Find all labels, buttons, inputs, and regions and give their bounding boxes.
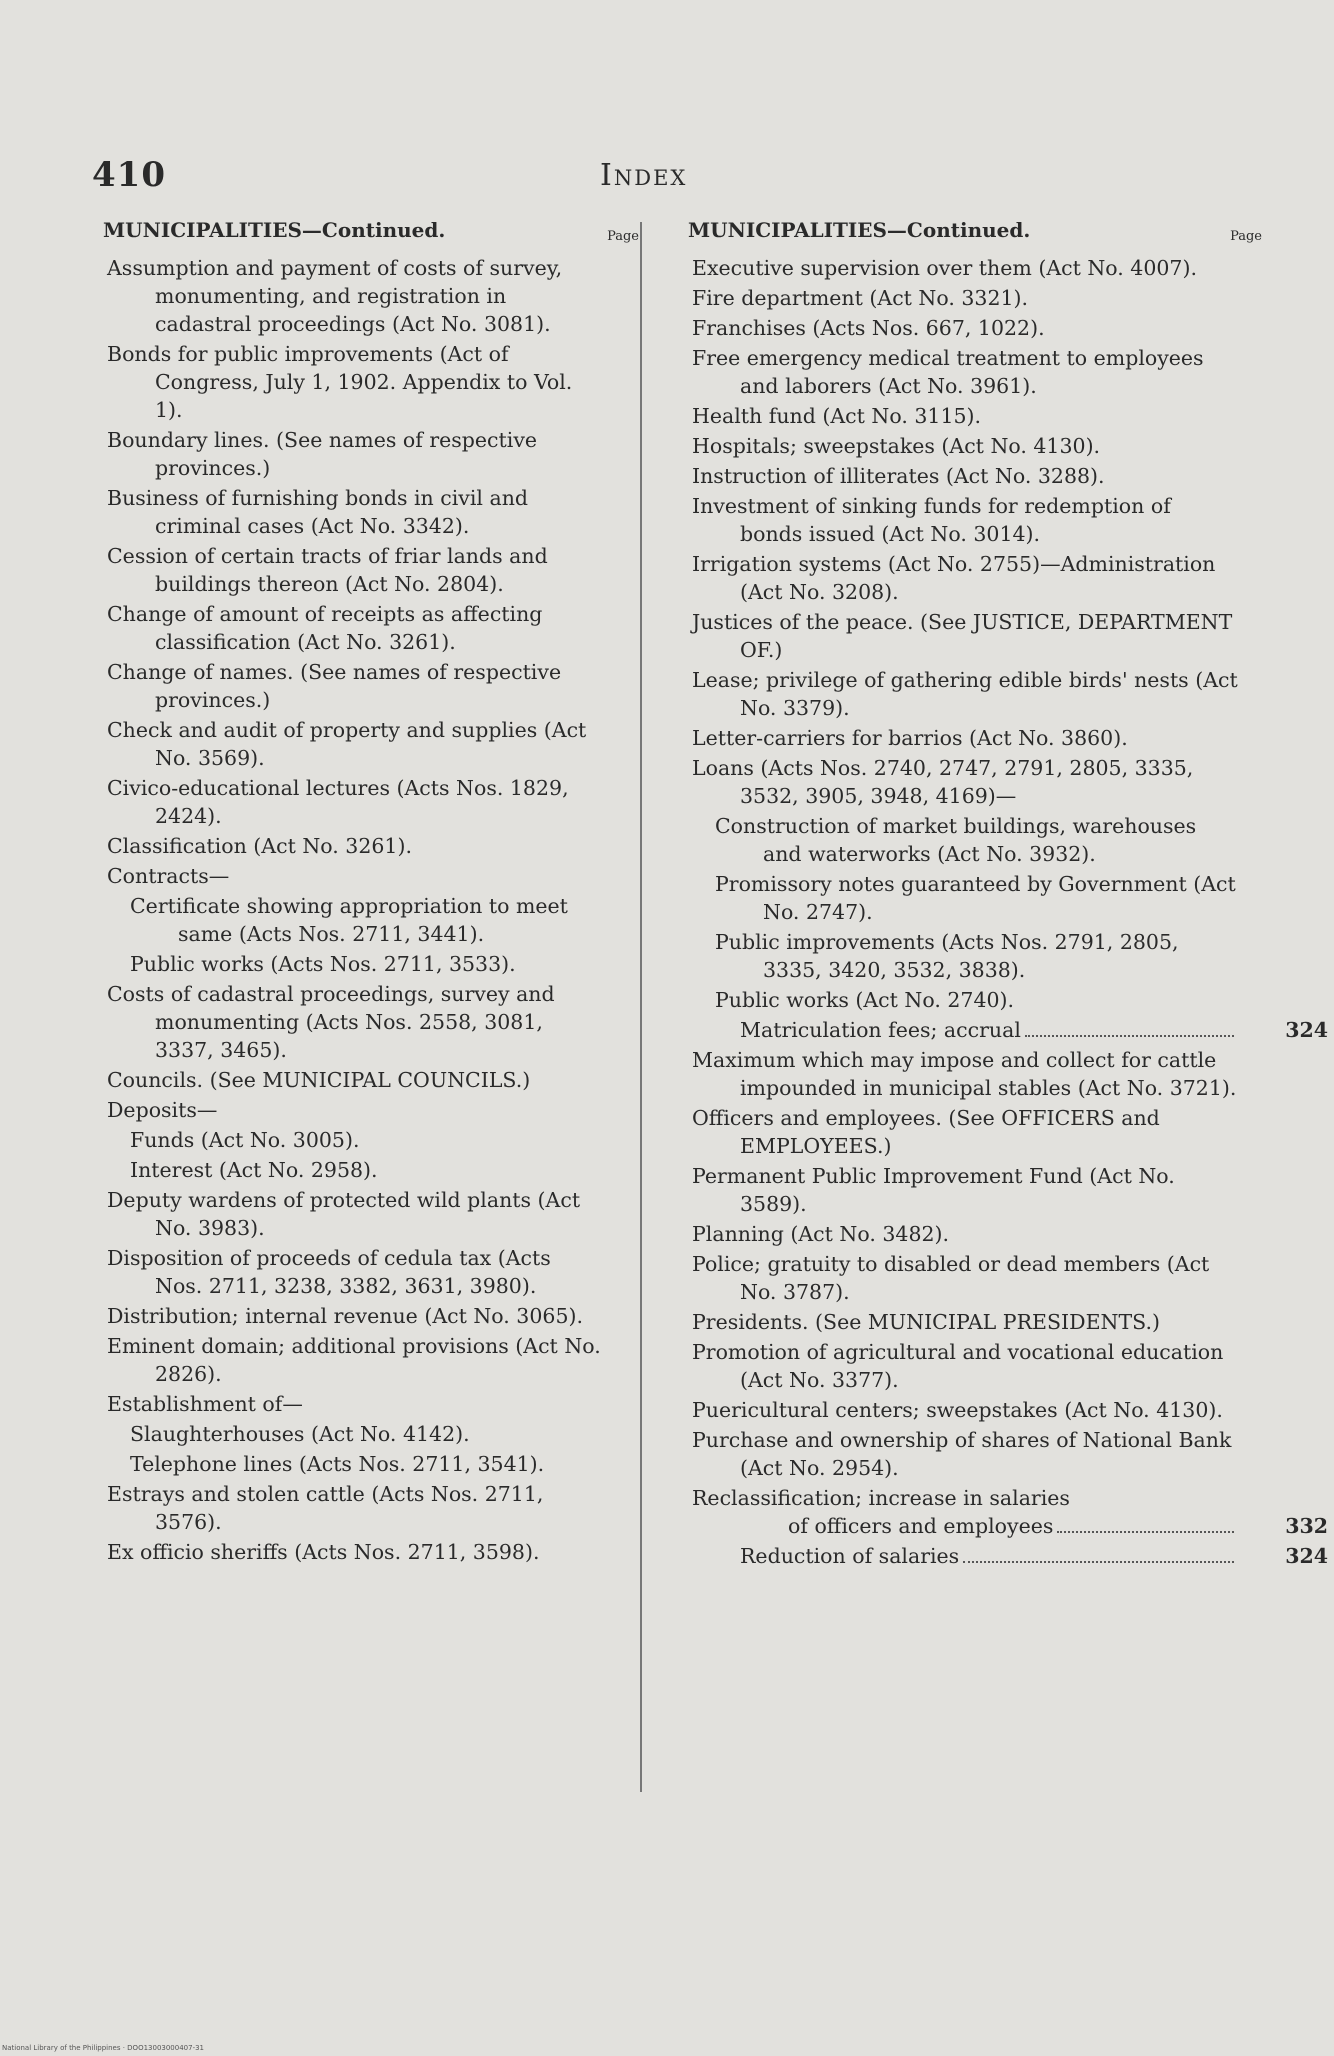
right-page-label: Page — [1230, 229, 1262, 244]
index-entry: Slaughterhouses (Act No. 4142). — [130, 1422, 470, 1446]
index-entry: Bonds for public improvements (Act of Congress, July 1, 1902. Appendix to Vol. 1). — [107, 342, 573, 422]
index-entry: Ex officio sheriffs (Acts Nos. 2711, 3598). — [107, 1540, 540, 1564]
right-column-heading — [688, 216, 1262, 251]
index-entry: Councils. (See MUNICIPAL COUNCILS.) — [107, 1068, 531, 1092]
index-entry — [688, 1016, 1328, 1044]
leader-dots — [1025, 1035, 1234, 1037]
index-entry: Promissory notes guaranteed by Government (Act No. 2747). — [715, 872, 1236, 924]
index-entry: Boundary lines. (See names of respective provinces.) — [107, 428, 538, 480]
index-entry — [688, 1542, 1328, 1570]
column-divider — [640, 222, 642, 1792]
left-entries — [103, 254, 603, 1566]
left-column — [103, 216, 639, 1568]
index-entry: Fire department (Act No. 3321). — [692, 286, 1029, 310]
index-entry: Investment of sinking funds for redemption of bonds issued (Act No. 3014). — [692, 494, 1171, 546]
index-entry: Officers and employees. (See OFFICERS and EMPLOYEES.) — [692, 1106, 1160, 1158]
left-page-label: Page — [607, 229, 639, 244]
entry-text: Reclassification; increase in salaries — [692, 1486, 1070, 1510]
index-entry: Check and audit of property and supplies (Act No. 3569). — [107, 718, 587, 770]
index-entry: Distribution; internal revenue (Act No. 3065). — [107, 1304, 583, 1328]
entry-text: Reduction of salaries — [740, 1544, 960, 1568]
index-entry: Business of furnishing bonds in civil and criminal cases (Act No. 3342). — [107, 486, 529, 538]
right-column — [688, 216, 1328, 1572]
index-entry: Construction of market buildings, warehouses and waterworks (Act No. 3932). — [715, 814, 1197, 866]
entry-page-ref: 324 — [1285, 1018, 1328, 1042]
index-entry: Hospitals; sweepstakes (Act No. 4130). — [692, 434, 1101, 458]
index-entry: Public works (Act No. 2740). — [715, 988, 1015, 1012]
index-entry: Civico-educational lectures (Acts Nos. 1829, 2424). — [107, 776, 569, 828]
right-entries — [688, 254, 1328, 1570]
index-entry: Irrigation systems (Act No. 2755)—Administration (Act No. 3208). — [692, 552, 1216, 604]
entry-text: Matriculation fees; accrual — [740, 1018, 1021, 1042]
entry-continuation: of officers and employees — [788, 1514, 1054, 1538]
index-entry: Cession of certain tracts of friar lands and buildings thereon (Act No. 2804). — [107, 544, 548, 596]
leader-dots — [1057, 1531, 1234, 1533]
index-entry: Eminent domain; additional provisions (Act No. 2826). — [107, 1334, 601, 1386]
index-entry: Deputy wardens of protected wild plants (Act No. 3983). — [107, 1188, 581, 1240]
index-entry: Letter-carriers for barrios (Act No. 3860). — [692, 726, 1128, 750]
index-entry: Public improvements (Acts Nos. 2791, 2805, 3335, 3420, 3532, 3838). — [715, 930, 1179, 982]
index-entry: Permanent Public Improvement Fund (Act No. 3589). — [692, 1164, 1175, 1216]
index-entry: Interest (Act No. 2958). — [130, 1158, 378, 1182]
index-entry: Puericultural centers; sweepstakes (Act No. 4130). — [692, 1398, 1223, 1422]
right-heading-text: MUNICIPALITIES—Continued. — [688, 218, 1031, 242]
index-entry: Costs of cadastral proceedings, survey and monumenting (Acts Nos. 2558, 3081, 3337, 3465). — [107, 982, 555, 1062]
entry-page-ref: 324 — [1285, 1544, 1328, 1568]
index-entry: Presidents. (See MUNICIPAL PRESIDENTS.) — [692, 1310, 1160, 1334]
index-entry: Deposits— — [107, 1098, 218, 1122]
index-entry: Classification (Act No. 3261). — [107, 834, 412, 858]
index-entry: Certificate showing appropriation to meet same (Acts Nos. 2711, 3441). — [130, 894, 568, 946]
footer-note: National Library of the Philippines · DOO13003000407-31 — [2, 2044, 205, 2052]
index-entry — [688, 1484, 1328, 1540]
index-entry: Loans (Acts Nos. 2740, 2747, 2791, 2805, 3335, 3532, 3905, 3948, 4169)— — [692, 756, 1194, 808]
index-entry: Lease; privilege of gathering edible birds' nests (Act No. 3379). — [692, 668, 1238, 720]
page-number: 410 — [92, 155, 166, 195]
index-entry: Instruction of illiterates (Act No. 3288). — [692, 464, 1105, 488]
running-head: Index — [600, 158, 688, 193]
index-entry: Police; gratuity to disabled or dead members (Act No. 3787). — [692, 1252, 1210, 1304]
index-entry: Planning (Act No. 3482). — [692, 1222, 950, 1246]
index-entry: Justices of the peace. (See JUSTICE, DEPARTMENT OF.) — [692, 610, 1233, 662]
index-entry: Assumption and payment of costs of survey, monumenting, and registration in cadastral proceedings (Act No. 3081). — [107, 256, 563, 336]
index-entry: Franchises (Acts Nos. 667, 1022). — [692, 316, 1045, 340]
index-entry: Establishment of— — [107, 1392, 303, 1416]
index-entry: Change of names. (See names of respective provinces.) — [107, 660, 562, 712]
left-column-heading — [103, 216, 639, 251]
index-entry: Maximum which may impose and collect for cattle impounded in municipal stables (Act No. 3721). — [692, 1048, 1237, 1100]
index-entry: Contracts— — [107, 864, 230, 888]
index-entry: Purchase and ownership of shares of National Bank (Act No. 2954). — [692, 1428, 1232, 1480]
entry-page-ref: 332 — [1285, 1514, 1328, 1538]
index-entry: Funds (Act No. 3005). — [130, 1128, 360, 1152]
index-entry: Promotion of agricultural and vocational education (Act No. 3377). — [692, 1340, 1224, 1392]
index-entry: Free emergency medical treatment to employees and laborers (Act No. 3961). — [692, 346, 1204, 398]
index-entry: Estrays and stolen cattle (Acts Nos. 2711, 3576). — [107, 1482, 544, 1534]
index-entry: Telephone lines (Acts Nos. 2711, 3541). — [130, 1452, 545, 1476]
leader-dots — [963, 1561, 1234, 1563]
index-entry: Health fund (Act No. 3115). — [692, 404, 982, 428]
index-entry: Executive supervision over them (Act No. 4007). — [692, 256, 1197, 280]
left-heading-text: MUNICIPALITIES—Continued. — [103, 218, 446, 242]
entry-continuation-line — [740, 1512, 1328, 1540]
index-entry: Public works (Acts Nos. 2711, 3533). — [130, 952, 516, 976]
index-entry: Change of amount of receipts as affecting classification (Act No. 3261). — [107, 602, 543, 654]
index-entry: Disposition of proceeds of cedula tax (Acts Nos. 2711, 3238, 3382, 3631, 3980). — [107, 1246, 551, 1298]
